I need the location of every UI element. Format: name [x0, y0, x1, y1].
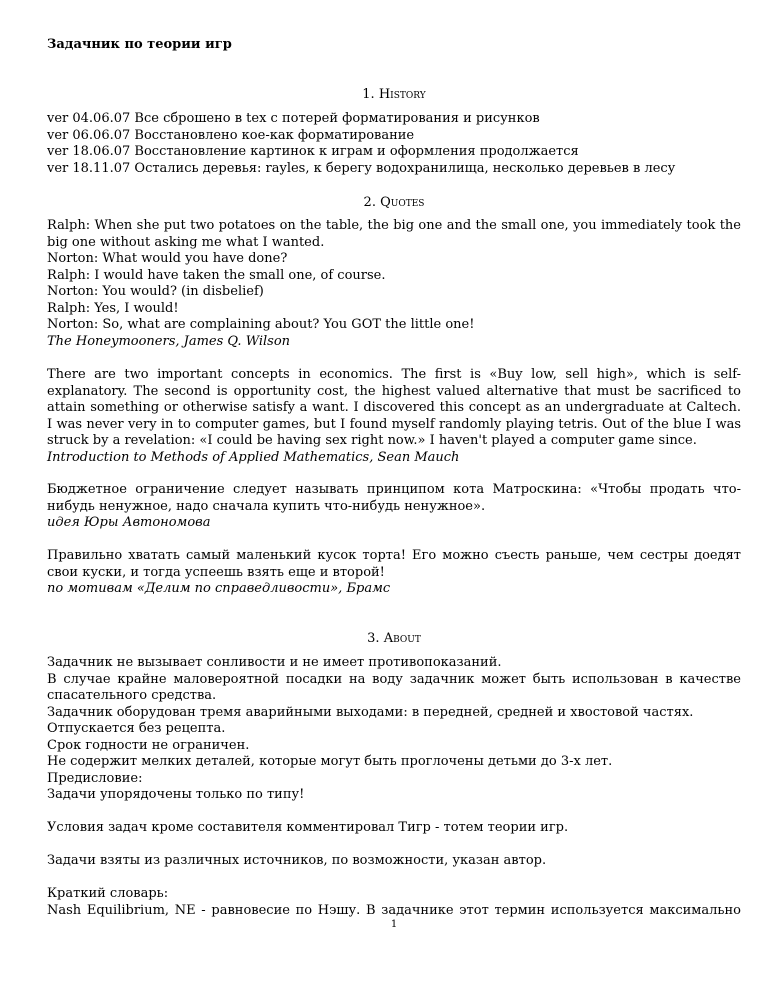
about-line: Задачник не вызывает сонливости и не имеет противопоказаний. [47, 655, 502, 670]
glossary [47, 886, 741, 919]
glossary-label: Краткий словарь: [47, 886, 169, 901]
history-entry: ver 18.06.07 Восстановление картинок к играм и оформления продолжается [47, 144, 579, 159]
about-sources: Задачи взяты из различных источников, по возможности, указан автор. [47, 853, 547, 868]
about-line: Не содержит мелких деталей, которые могут быть проглочены детьми до 3-х лет. [47, 754, 613, 769]
history-entry: ver 06.06.07 Восстановлено кое-как форматирование [47, 127, 415, 143]
dialogue-line: Norton: So, what are complaining about? You GOT the little one! [47, 317, 475, 332]
quote-budget [47, 482, 741, 532]
dialogue-line: Ralph: Yes, I would! [47, 300, 179, 316]
page-number: 1 [390, 919, 398, 930]
about-list [47, 655, 741, 804]
quote-text: Бюджетное ограничение следует называть принципом кота Матроскина: «Чтобы продать что-нибудь ненужное, надо сначала купить что-нибудь ненужное». [47, 482, 741, 514]
history-entry: ver 18.11.07 Остались деревья: rayles, к берегу водохранилища, несколько деревьев в лесу [47, 160, 676, 176]
about-line: Задачи упорядочены только по типу! [47, 787, 305, 802]
history-entry: ver 04.06.07 Все сброшено в tex с потерей форматирования и рисунков [47, 111, 540, 126]
quote-attribution: The Honeymooners, James Q. Wilson [47, 333, 291, 349]
quotes-heading: 2. Quotes [363, 195, 425, 210]
about-line: Задачник оборудован тремя аварийными выходами: в передней, средней и хвостовой частях. [47, 704, 694, 720]
quote-text: Правильно хватать самый маленький кусок торта! Его можно съесть раньше, чем сестры доедят свои куски, и тогда успеешь взять еще и второй! [47, 548, 741, 580]
about-tiger: Условия задач кроме составителя комментировал Тигр - тотем теории игр. [47, 820, 569, 835]
about-heading: 3. About [367, 631, 421, 646]
quote-attribution: по мотивам «Делим по справедливости», Брамс [47, 581, 391, 596]
quote-text: There are two important concepts in economics. The first is «Buy low, sell high», which is self-explanatory. The second is opportunity cost, the highest valued alternative that must be sacrificed to attain something or otherwise satisfy a want. I discovered this concept as an undergraduate at Caltech. I was never very in to computer games, but I found myself randomly playing tetris. Out of the blue I was struck by a revelation: «I could be having sex right now.» I haven't played a computer game since. [47, 367, 741, 448]
quote-economics [47, 367, 741, 466]
dialogue-line: Norton: You would? (in disbelief) [47, 284, 264, 299]
quote-attribution: Introduction to Methods of Applied Mathematics, Sean Mauch [47, 449, 460, 465]
quote-cake [47, 548, 741, 598]
history-list [47, 111, 741, 177]
dialogue-line: Ralph: I would have taken the small one, of course. [47, 267, 386, 283]
glossary-entry: Nash Equilibrium, NE - равновесие по Нэшу. В задачнике этот термин используется максимально [47, 902, 741, 918]
about-line: Срок годности не ограничен. [47, 737, 250, 753]
dialogue-line: Ralph: When she put two potatoes on the table, the big one and the small one, you immediately took the big one without asking me what I wanted. [47, 218, 741, 250]
dialogue-line: Norton: What would you have done? [47, 251, 288, 266]
history-heading: 1. History [362, 87, 426, 102]
document-title: Задачник по теории игр [47, 37, 232, 52]
about-line: Предисловие: [47, 770, 143, 786]
quote-attribution: идея Юры Автономова [47, 515, 211, 530]
quote-dialogue [47, 218, 741, 350]
about-line: Отпускается без рецепта. [47, 721, 226, 736]
about-line: В случае крайне маловероятной посадки на воду задачник может быть использован в качестве спасательного средства. [47, 671, 741, 703]
